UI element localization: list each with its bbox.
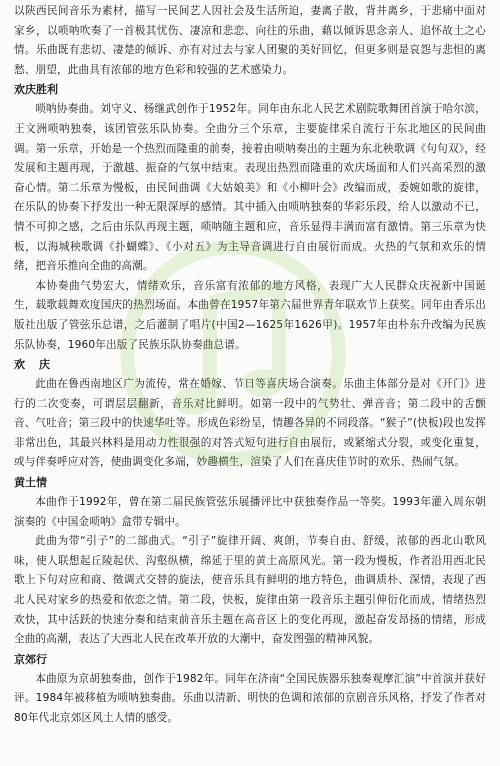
body-paragraph: 本协奏曲气势宏大，情绪欢乐，音乐富有浓郁的地方风格，表现广大人民群众庆祝新中国诞生，载歌载舞欢度国庆的热烈场面。本曲曾在1957年第六届世界青年联欢节上获奖。同年由香乐出版社出版了管弦乐总谱，之后灌制了唱片(中国2—1625年1626甲)。1957年由朴东升改编为民族乐队协奏，1960年出版了民族乐队协奏曲总谱。 xyxy=(14,279,486,351)
body-paragraph: 唢呐协奏曲。刘守义、杨继武创作于1952年。同年由东北人民艺术剧院歌舞团首演于哈尔滨，王文洲唢呐独奏，该团管弦乐队协奏。全曲分三个乐章，主要旋律采自流行于东北地区的民间曲调。第一乐章，开始是一个热烈而隆重的前奏，接着由唢呐奏出的主题为东北秧歌调《句句双》，经发展和主题再现，于激越、振奋的气氛中结束。表现出热烈而隆重的欢庆场面和人们兴高采烈的激奋心情。第二乐章为慢板，由民间曲调《大姑娘美》和《小柳叶会》改编而成，委婉如歌的旋律，在乐队的协奏下抒发出一种无限深厚的感情。其中插入由唢呐独奏的华彩乐段，给人以激动不已，情不可抑之感，之后由乐队再现主题，唢呐随主题和应，音乐显得丰满而富有激情。第三乐章为快板，以海城秧歌调《扑蝴蝶》、《小对五》为主导音调进行自由展衍而成。火热的气氛和欢乐的情绪，把音乐推向全曲的高潮。 xyxy=(14,103,486,273)
body-paragraph: 本曲原为京胡独奏曲，创作于1982年。同年在济南“全国民族器乐独奏观摩汇演”中首演并获好评。1984年被移植为唢呐独奏曲。乐曲以清新、明快的色调和浓郁的京剧音乐风格，抒发了作者对80年代北京郊区风土人情的感受。 xyxy=(14,672,486,724)
section-heading: 黄土情 xyxy=(14,476,47,490)
body-paragraph: 此曲为带“引子”的二部曲式。“引子”旋律开阔、爽朗，节奏自由、舒缓，浓郁的西北山歌风味，使人联想起丘陵起伏、沟壑纵横，绵延于里的黄土高原风光。第一段为慢板，作者沿用西北民歌上下句对应和商、徵调式交替的旋法，使音乐具有鲜明的地方特色，曲调质朴、深情，表现了西北人民对家乡的热爱和依恋之情。第二段，快板，旋律由第一段音乐主题引伸衍化而成，情绪热烈欢快，其中活跃的快速分奏和结束前音乐主题在高音区上的变化再现，激起奋发昂扬的情绪，形成全曲的高潮，表达了大西北人民在改革开放的大潮中，奋发图强的精神风貌。 xyxy=(14,535,486,646)
section-heading: 欢庆 xyxy=(14,358,64,372)
body-paragraph: 此曲在鲁西南地区广为流传，常在婚嫁、节日等喜庆场合演奏。乐曲主体部分是对《开门》进行的二次变奏，可谓层层翻新，音乐对比鲜明。如第一段中的气势壮、弹音音；第二段中的舌颤音、气吐音；第三段中的快速华吐等。形成色彩纷呈，情趣各异的不同段落。“猴子”(快板)段也发挥非常出色，其最兴林料是用动力性很强的对答式短句进行自由展衍，或紧缩式分裂，或变化重复，或与伴奏呼应对答，使曲调变化多端，妙趣横生，渲染了人们在喜庆佳节时的欢乐、热闹气氛。 xyxy=(14,378,486,469)
section-heading: 京郊行 xyxy=(14,652,47,666)
body-paragraph: 本曲作于1992年，曾在第二届民族管弦乐展播评比中获独奏作品一等奖。1993年灌入周东朝演奏的《中国金唢呐》盒带专辑中。 xyxy=(14,496,486,528)
section-heading: 欢庆胜利 xyxy=(14,83,58,97)
body-paragraph: 以陕西民间音乐为素材，描写一民间艺人因社会及生活所迫，妻离子散，背井离乡，于悲痛中面对家乡，以唢呐吹奏了一首极其忧伤、凄凉和悲恋、向往的乐曲，藉以倾诉思念亲人、追怀故土之心情。乐曲既有悲切、凄楚的倾诉、亦有对过去与家人团聚的美好回忆，但更多则是哀怨与悲怛的离愁、朋望，此曲具有浓郁的地方色彩和较强的艺术感染力。 xyxy=(14,5,486,76)
